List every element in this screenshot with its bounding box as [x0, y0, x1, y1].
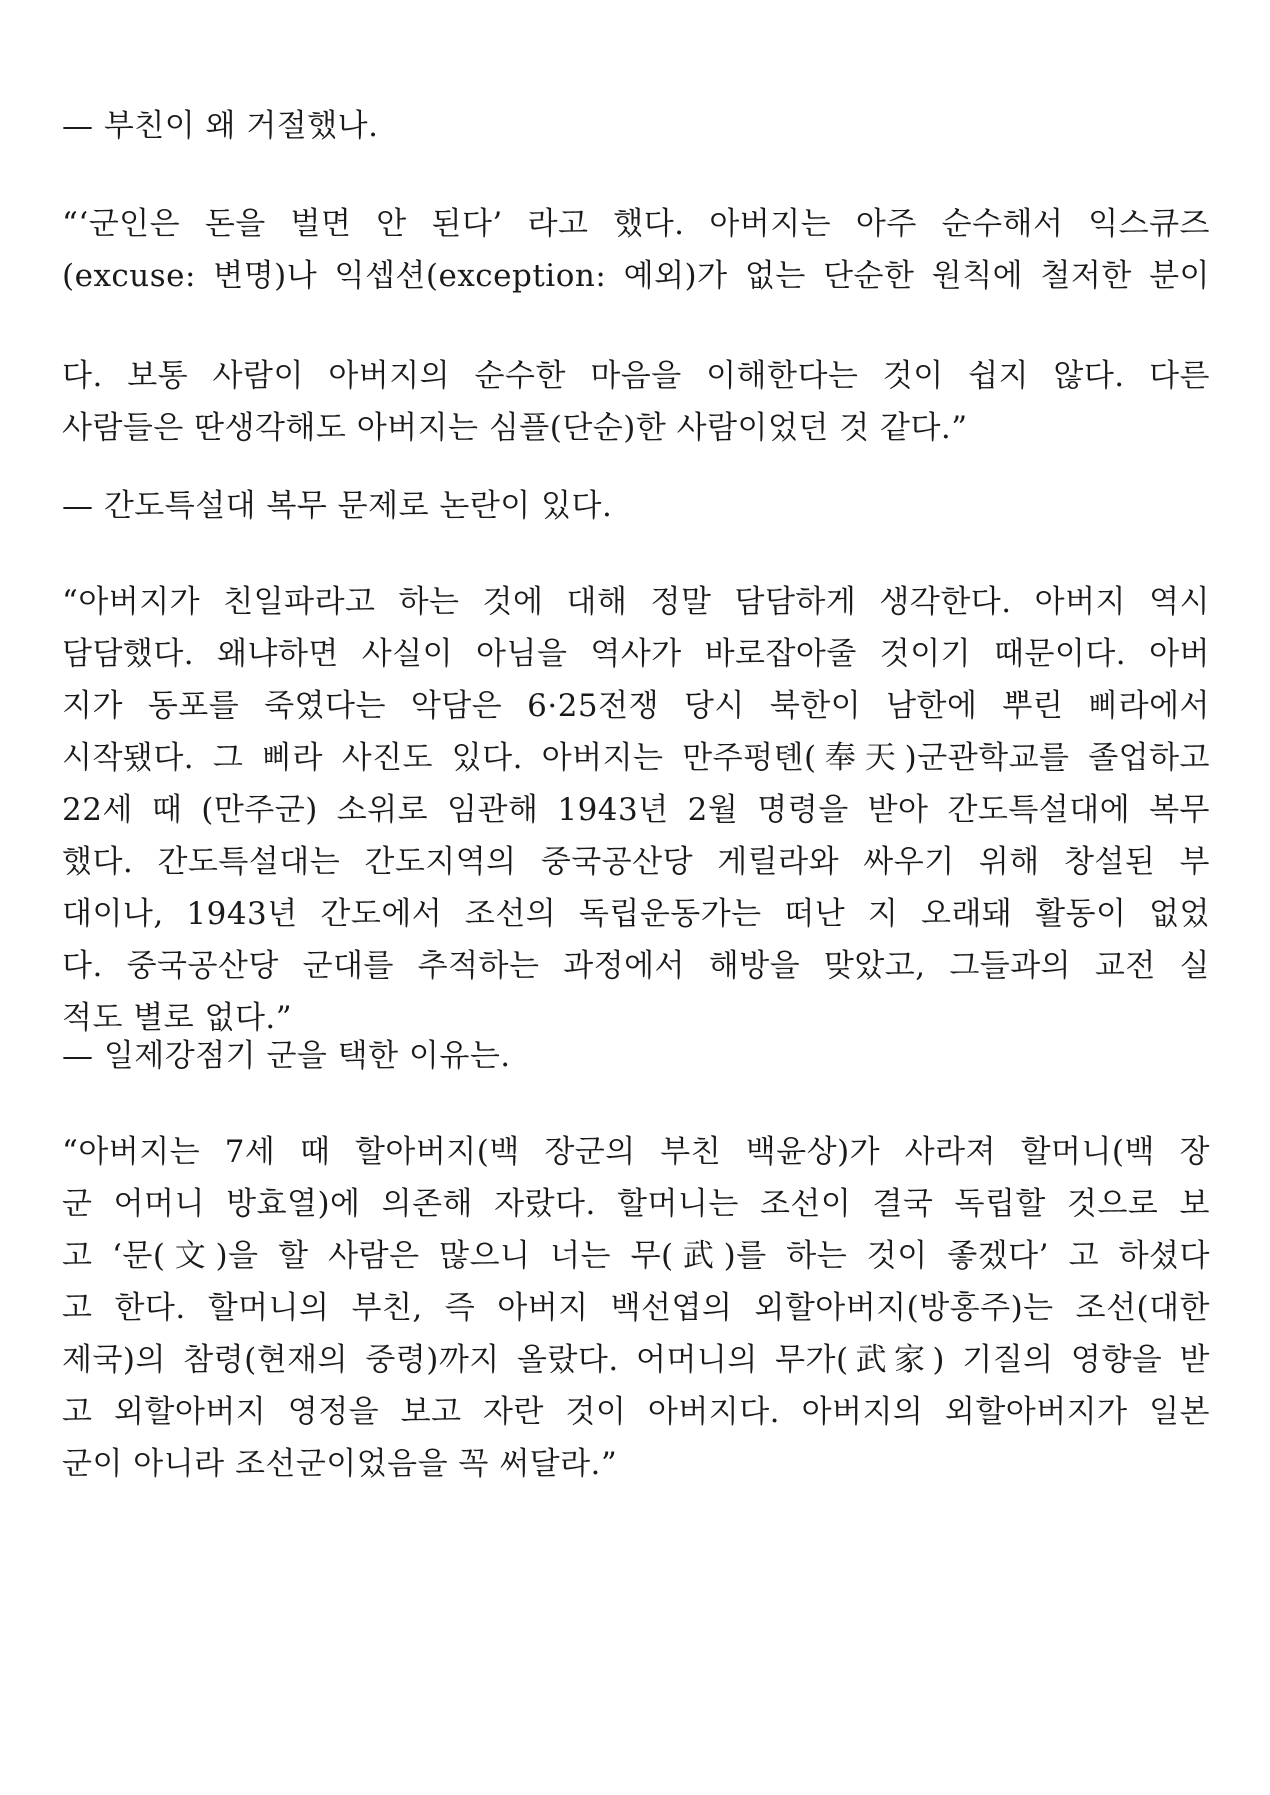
question-line: — 부친이 왜 거절했나.: [62, 108, 379, 144]
answer-line: “아버지가 친일파라고 하는 것에 대해 정말 담담하게 생각한다. 아버지 역시: [62, 584, 1210, 620]
answer-line: 다. 중국공산당 군대를 추적하는 과정에서 해방을 맞았고, 그들과의 교전 실: [62, 948, 1210, 984]
answer-2: [62, 576, 1210, 1044]
answer-line: 고 한다. 할머니의 부친, 즉 아버지 백선엽의 외할아버지(방홍주)는 조선(대한: [62, 1290, 1210, 1326]
answer-line: 22세 때 (만주군) 소위로 임관해 1943년 2월 명령을 받아 간도특설대에 복무: [62, 792, 1210, 828]
answer-line: 군이 아니라 조선군이었음을 꼭 써달라.”: [62, 1446, 618, 1482]
answer-line: 했다. 간도특설대는 간도지역의 중국공산당 게릴라와 싸우기 위해 창설된 부: [62, 844, 1210, 880]
question-3: [62, 1030, 1210, 1082]
question-line: — 일제강점기 군을 택한 이유는.: [62, 1038, 511, 1074]
answer-line: 군 어머니 방효열)에 의존해 자랐다. 할머니는 조선이 결국 독립할 것으로 보: [62, 1186, 1210, 1222]
question-line: — 간도특설대 복무 문제로 논란이 있다.: [62, 488, 613, 524]
answer-line: 고 외할아버지 영정을 보고 자란 것이 아버지다. 아버지의 외할아버지가 일본: [62, 1394, 1210, 1430]
answer-3: [62, 1126, 1210, 1490]
answer-1-part-1: [62, 198, 1210, 302]
answer-line: 다. 보통 사람이 아버지의 순수한 마음을 이해한다는 것이 쉽지 않다. 다른: [62, 358, 1210, 394]
answer-line: 고 ‘문(文)을 할 사람은 많으니 너는 무(武)를 하는 것이 좋겠다’ 고 하셨다: [62, 1238, 1210, 1274]
answer-line: 적도 별로 없다.”: [62, 1000, 293, 1036]
answer-line: (excuse: 변명)나 익셉션(exception: 예외)가 없는 단순한 원칙에 철저한 분이: [62, 258, 1210, 294]
answer-line: 사람들은 딴생각해도 아버지는 심플(단순)한 사람이었던 것 같다.”: [62, 410, 968, 446]
answer-line: 시작됐다. 그 삐라 사진도 있다. 아버지는 만주펑톈(奉天)군관학교를 졸업하고: [62, 740, 1210, 776]
answer-line: “‘군인은 돈을 벌면 안 된다’ 라고 했다. 아버지는 아주 순수해서 익스큐즈: [62, 206, 1210, 242]
answer-line: 제국)의 참령(현재의 중령)까지 올랐다. 어머니의 무가(武家) 기질의 영향을 받: [62, 1342, 1210, 1378]
answer-line: 지가 동포를 죽였다는 악담은 6·25전쟁 당시 북한이 남한에 뿌린 삐라에서: [62, 688, 1210, 724]
answer-1-part-2: [62, 350, 1210, 454]
answer-line: 대이나, 1943년 간도에서 조선의 독립운동가는 떠난 지 오래돼 활동이 없었: [62, 896, 1210, 932]
answer-line: 담담했다. 왜냐하면 사실이 아님을 역사가 바로잡아줄 것이기 때문이다. 아버: [62, 636, 1210, 672]
answer-line: “아버지는 7세 때 할아버지(백 장군의 부친 백윤상)가 사라져 할머니(백 장: [62, 1134, 1210, 1170]
question-1: [62, 100, 1210, 152]
question-2: [62, 480, 1210, 532]
